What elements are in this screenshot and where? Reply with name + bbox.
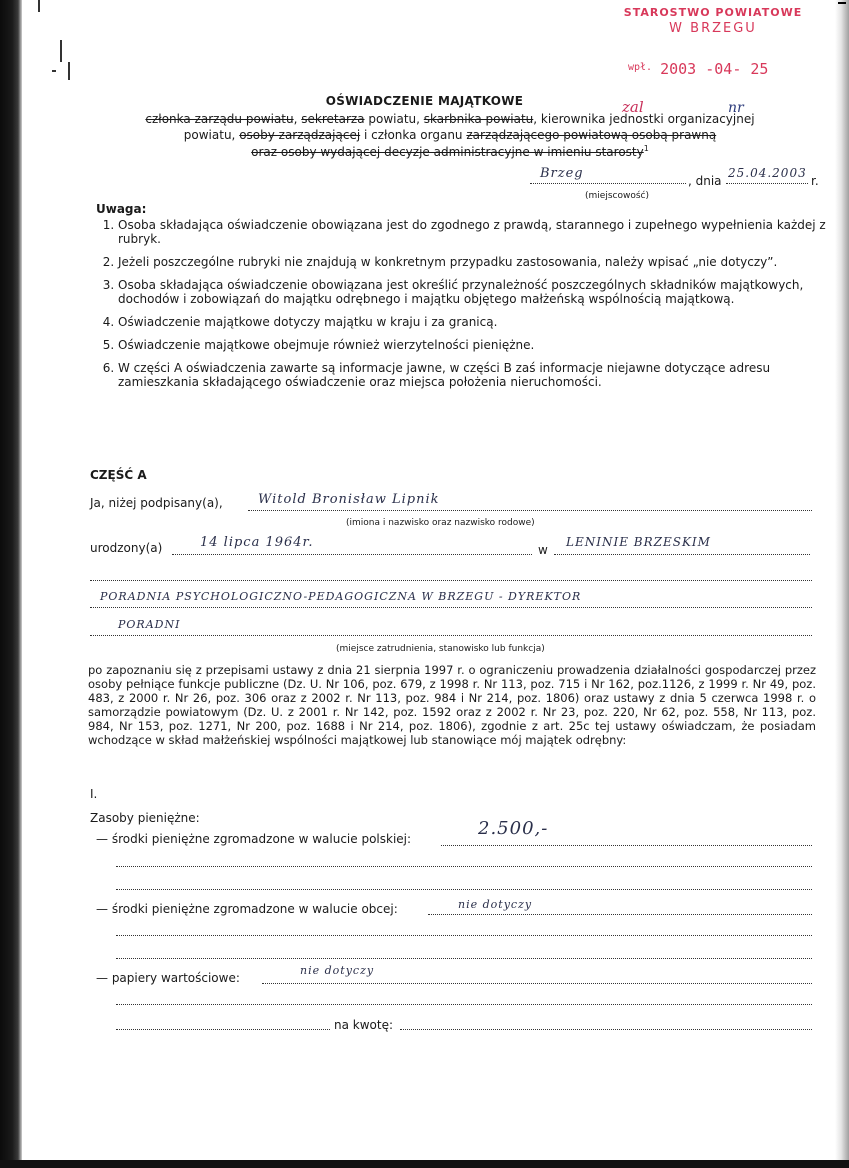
header-line-3: oraz osoby wydającej decyzje administracyjne w imieniu starosty$^1$ <box>251 144 649 159</box>
born-in-label: w <box>538 543 548 557</box>
employment-field-line <box>90 635 812 636</box>
amount-prefix-line <box>116 1029 330 1030</box>
blank-line <box>116 1004 812 1005</box>
blank-line <box>116 889 812 890</box>
blank-line <box>116 935 812 936</box>
place-field-line <box>530 183 686 184</box>
received-label: wpł. <box>628 62 653 73</box>
note-item: 5. Oświadczenie majątkowe obejmuje również wierzytelności pieniężne. <box>118 338 842 352</box>
scan-corner-mark <box>838 2 846 4</box>
office-stamp <box>618 6 808 36</box>
securities-label: — papiery wartościowe: <box>96 971 240 985</box>
securities-field-line <box>262 983 812 984</box>
born-date-value: 14 lipca 1964r. <box>200 535 314 550</box>
received-date: 2003 -04- 25 <box>660 60 769 78</box>
legal-basis-paragraph: po zapoznaniu się z przepisami ustawy z dnia 21 sierpnia 1997 r. o ograniczeniu prowadzenia działalności gospodarczej przez osoby pełniące funkcje publiczne (Dz. U. Nr 106, poz. 679, z 1998 r. Nr 113, poz. 715 i Nr 162, poz.1126, z 1999 r. Nr 49, poz. 483, z 2000 r. Nr 26, poz. 306 oraz z 2002 r. Nr 113, poz. 984 i Nr 214, poz. 1806) oraz ustawy z dnia 5 czerwca 1998 r. o samorządzie powiatowym (Dz. U. z 2001 r. Nr 142, poz. 1592 oraz z 2002 r. Nr 23, poz. 220, Nr 62, poz. 558, Nr 113, poz. 984, Nr 153, poz. 1271, Nr 200, poz. 1688 i Nr 214, poz. 1806), zgodnie z art. 25c tej ustawy oświadczam, że posiadam wchodzące w skład małżeńskiej wspólności majątkowej lub stanowiące mój majątek odrębny: <box>88 663 816 748</box>
amount-label: na kwotę: <box>334 1018 394 1032</box>
received-date-stamp <box>628 60 768 78</box>
header-line-2: powiatu, osoby zarządzającej i członka organu zarządzającego powiatową osobą prawną <box>183 128 717 142</box>
blank-line <box>116 958 812 959</box>
securities-value: nie dotyczy <box>300 964 375 977</box>
notes-list <box>96 218 842 398</box>
declarant-value: Witold Bronisław Lipnik <box>258 492 440 507</box>
blank-line <box>116 866 812 867</box>
header-line-1: członka zarządu powiatu, sekretarza powiatu, skarbnika powiatu, kierownika jednostki organizacyjnej <box>145 112 755 126</box>
foreign-funds-label: — środki pieniężne zgromadzone w walucie obcej: <box>96 902 398 916</box>
foreign-funds-value: nie dotyczy <box>458 898 533 911</box>
pln-funds-value: 2.500,- <box>478 818 549 839</box>
binder-marks <box>38 0 78 90</box>
employment-value-line1: PORADNIA PSYCHOLOGICZNO-PEDAGOGICZNA W BRZEGU - DYREKTOR <box>100 590 582 603</box>
employment-value-line2: PORADNI <box>118 618 181 631</box>
stamp-office-line1: STAROSTWO POWIATOWE <box>623 6 803 19</box>
scan-border-left <box>0 0 22 1168</box>
blank-line <box>90 580 812 581</box>
note-item: 3. Osoba składająca oświadczenie obowiązana jest określić przynależność poszczególnych składników majątkowych, dochodów i zobowiązań do majątku odrębnego i majątku objętego małżeńską wspólnością majątkową. <box>118 278 842 306</box>
employment-field-line <box>90 607 812 608</box>
place-caption: (miejscowość) <box>585 191 649 201</box>
stamp-office-line2: W BRZEGU <box>669 21 757 36</box>
place-value: Brzeg <box>540 166 584 181</box>
note-item: 4. Oświadczenie majątkowe dotyczy majątku w kraju i za granicą. <box>118 315 842 329</box>
notes-heading: Uwaga: <box>96 202 147 216</box>
pln-funds-label: — środki pieniężne zgromadzone w walucie polskiej: <box>96 832 412 846</box>
date-value: 25.04.2003 <box>728 166 807 180</box>
declarant-caption: (imiona i nazwisko oraz nazwisko rodowe) <box>346 518 535 528</box>
born-place-field-line <box>554 554 810 555</box>
employment-caption: (miejsce zatrudnienia, stanowisko lub funkcja) <box>336 644 545 654</box>
amount-field-line <box>400 1029 812 1030</box>
note-item: 2. Jeżeli poszczególne rubryki nie znajdują w konkretnym przypadku zastosowania, należy wpisać „nie dotyczy”. <box>118 255 842 269</box>
born-place-value: LENINIE BRZESKIM <box>566 535 711 549</box>
pln-funds-field-line <box>441 845 812 846</box>
part-a-heading: CZĘŚĆ A <box>90 468 147 482</box>
born-date-field-line <box>172 554 532 555</box>
date-label: , dnia <box>688 174 722 188</box>
document-title: OŚWIADCZENIE MAJĄTKOWE <box>325 94 524 108</box>
note-item: 6. W części A oświadczenia zawarte są informacje jawne, w części B zaś informacje niejawne dotyczące adresu zamieszkania składającego oświadczenie oraz miejsca położenia nieruchomości. <box>118 361 842 389</box>
date-field-line <box>726 183 808 184</box>
scan-border-bottom <box>0 1160 849 1168</box>
declarant-label: Ja, niżej podpisany(a), <box>90 496 223 510</box>
note-item: 1. Osoba składająca oświadczenie obowiązana jest do zgodnego z prawdą, starannego i zupełnego wypełnienia każdej z rubryk. <box>118 218 842 246</box>
blue-handwritten-note: nr <box>728 100 744 116</box>
red-handwritten-note: zal <box>622 98 644 116</box>
scan-border-right <box>835 0 849 1168</box>
date-suffix: r. <box>811 174 819 188</box>
foreign-funds-field-line <box>428 914 812 915</box>
born-label: urodzony(a) <box>90 541 163 555</box>
declarant-field-line <box>248 510 812 511</box>
section-numeral: I. <box>90 787 98 801</box>
section-heading: Zasoby pieniężne: <box>90 811 200 825</box>
